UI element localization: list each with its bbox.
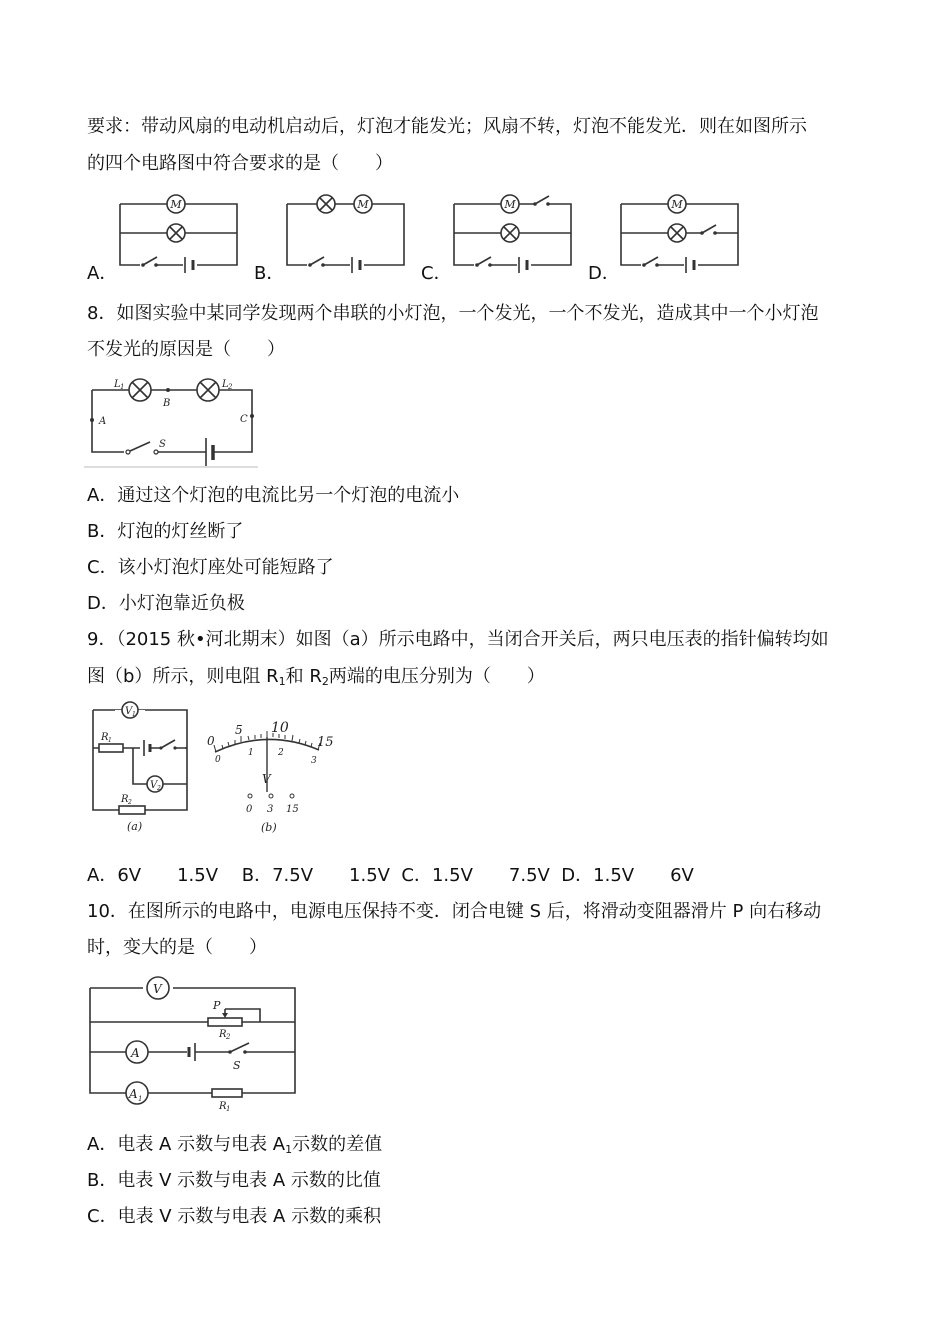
q10-circuit-diagram bbox=[85, 975, 300, 1115]
bottom-scale-1: 1 bbox=[248, 748, 254, 758]
point-c bbox=[250, 414, 254, 418]
label-b: B bbox=[163, 398, 171, 409]
q8-text-line2: 不发光的原因是（ ） bbox=[87, 339, 285, 360]
label-r2: R bbox=[121, 794, 129, 805]
point-a bbox=[90, 418, 94, 422]
label-v1: V bbox=[125, 706, 133, 717]
label-r1-sub: 1 bbox=[226, 1105, 231, 1113]
q7-option-a-label: A． bbox=[87, 263, 118, 284]
label-r2-sub: 2 bbox=[128, 799, 132, 806]
bottom-scale-3: 3 bbox=[311, 756, 317, 766]
q8-option-c: C．该小灯泡灯座处可能短路了 bbox=[87, 557, 334, 578]
resistor-r1-symbol bbox=[212, 1089, 242, 1097]
label-v: V bbox=[153, 982, 162, 996]
q7-text-line2: 的四个电路图中符合要求的是（ ） bbox=[87, 153, 393, 174]
terminal-3: 3 bbox=[267, 804, 274, 815]
label-r2: R bbox=[219, 1029, 227, 1040]
label-l1-sub: 1 bbox=[120, 383, 125, 391]
terminal-15: 15 bbox=[286, 804, 299, 815]
rheostat-r2-symbol bbox=[208, 1018, 242, 1026]
top-scale-5: 5 bbox=[235, 723, 243, 737]
q9-text-line1: 9．（2015 秋•河北期末）如图（a）所示电路中，当闭合开关后，两只电压表的指针偏转均如 bbox=[87, 629, 829, 650]
motor-label: M bbox=[357, 198, 369, 211]
label-s: S bbox=[233, 1059, 241, 1072]
q7-circuit-b-diagram bbox=[282, 188, 412, 273]
q8-text-line1: 8．如图实验中某同学发现两个串联的小灯泡，一个发光，一个不发光，造成其中一个小灯泡 bbox=[87, 303, 819, 324]
label-p: P bbox=[213, 999, 221, 1012]
q8-option-b: B．灯泡的灯丝断了 bbox=[87, 521, 244, 542]
label-v2-sub: 2 bbox=[157, 785, 161, 792]
label-a1-sub: 1 bbox=[138, 1095, 143, 1103]
point-b bbox=[166, 388, 170, 392]
top-scale-15: 15 bbox=[317, 735, 334, 750]
terminal-0: 0 bbox=[246, 804, 253, 815]
q9-figure-b-voltmeter-dial bbox=[205, 700, 335, 835]
resistor-r2-symbol bbox=[119, 806, 145, 814]
label-a1: A bbox=[129, 1087, 138, 1101]
q7-circuit-c-diagram bbox=[449, 188, 579, 273]
bottom-scale-2: 2 bbox=[278, 748, 284, 758]
motor-label: M bbox=[170, 198, 182, 211]
q7-option-d-label: D． bbox=[588, 263, 620, 284]
top-scale-10: 10 bbox=[271, 720, 289, 736]
label-v1-sub: 1 bbox=[132, 711, 136, 718]
motor-label: M bbox=[504, 198, 516, 211]
q8-series-circuit-diagram bbox=[84, 370, 264, 470]
q8-option-a: A．通过这个灯泡的电流比另一个灯泡的电流小 bbox=[87, 485, 460, 506]
q7-option-b-label: B． bbox=[254, 263, 285, 284]
label-v2: V bbox=[150, 780, 158, 791]
caption-a: (a) bbox=[127, 820, 143, 833]
q8-option-d: D．小灯泡靠近负极 bbox=[87, 593, 245, 614]
q9-options: A．6V 1.5V B．7.5V 1.5V C．1.5V 7.5V D．1.5V 6V bbox=[87, 865, 694, 886]
q10-text-line1: 10．在图所示的电路中，电源电压保持不变．闭合电键 S 后，将滑动变阻器滑片 P 向右移动 bbox=[87, 901, 822, 922]
label-l2-sub: 2 bbox=[228, 383, 233, 391]
q10-option-a: A．电表 A 示数与电表 $A_1$示数的差值 bbox=[87, 1134, 383, 1156]
q7-text-line1: 要求：带动风扇的电动机启动后，灯泡才能发光；风扇不转，灯泡不能发光．则在如图所示 bbox=[87, 116, 807, 137]
q7-circuit-a-diagram bbox=[115, 188, 245, 273]
caption-b: (b) bbox=[261, 821, 277, 834]
q7-circuit-d-diagram bbox=[616, 188, 746, 273]
q10-option-b: B．电表 V 示数与电表 A 示数的比值 bbox=[87, 1170, 381, 1191]
top-scale-0: 0 bbox=[207, 734, 215, 748]
label-c: C bbox=[240, 414, 248, 425]
label-a: A bbox=[99, 416, 107, 427]
q9-figure-a-circuit bbox=[85, 700, 200, 835]
q10-option-c: C．电表 V 示数与电表 A 示数的乘积 bbox=[87, 1206, 382, 1227]
motor-label: M bbox=[671, 198, 683, 211]
label-r2-sub: 2 bbox=[226, 1033, 231, 1041]
label-a: A bbox=[131, 1046, 140, 1060]
label-r1: R bbox=[219, 1101, 227, 1112]
label-l1: L bbox=[114, 379, 121, 390]
q10-text-line2: 时，变大的是（ ） bbox=[87, 937, 267, 958]
label-r1: R bbox=[101, 732, 109, 743]
bottom-scale-0: 0 bbox=[215, 755, 221, 765]
q9-text-line2: 图（b）所示，则电阻 $R_1$和 $R_2$两端的电压分别为（ ） bbox=[87, 666, 545, 688]
label-l2: L bbox=[222, 379, 229, 390]
resistor-r1-symbol bbox=[99, 744, 123, 752]
label-s: S bbox=[159, 439, 166, 450]
dial-unit: V bbox=[262, 772, 271, 786]
label-r1-sub: 1 bbox=[108, 737, 112, 744]
q7-option-c-label: C． bbox=[421, 263, 452, 284]
